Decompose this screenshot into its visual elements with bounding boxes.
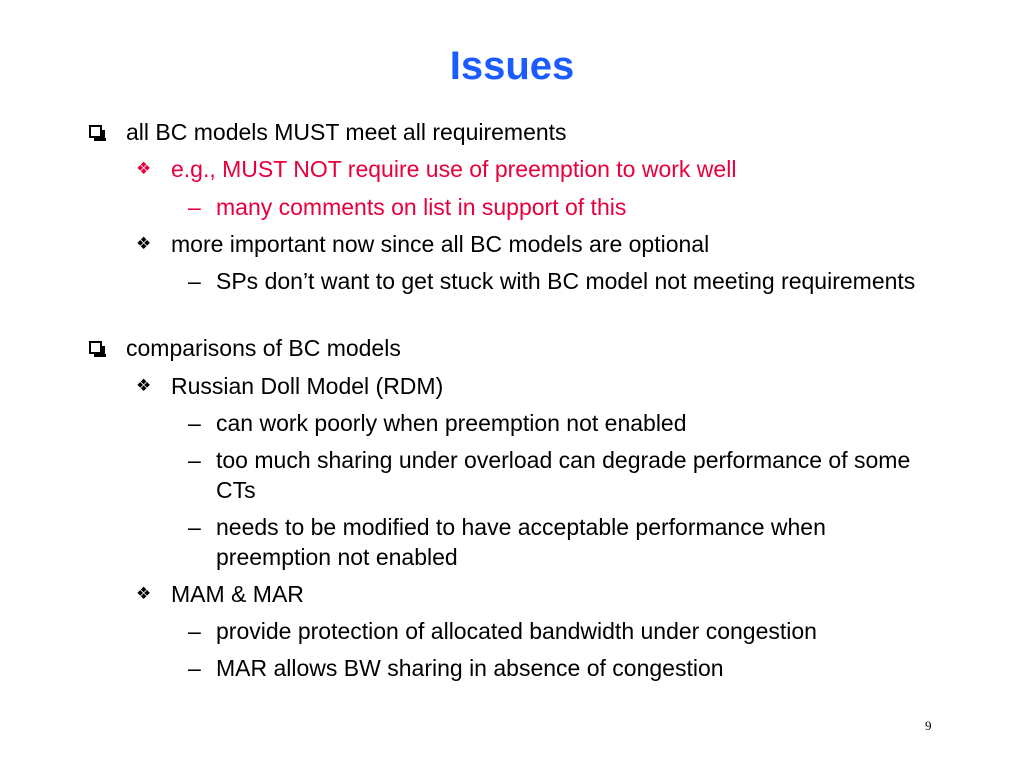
- page-number: 9: [925, 718, 932, 733]
- bullet-item: [188, 192, 938, 222]
- diamond-bullet-icon: ❖: [136, 234, 152, 254]
- diamond-bullet-icon: ❖: [136, 584, 152, 604]
- bullet-text: can work poorly when preemption not enabled: [216, 410, 687, 436]
- dash-bullet: –: [188, 655, 201, 681]
- bullet-text: more important now since all BC models are optional: [171, 231, 710, 257]
- dash-bullet: –: [188, 514, 201, 540]
- bullet-item: [188, 266, 938, 296]
- slide-title: Issues: [449, 44, 575, 88]
- bullet-text: provide protection of allocated bandwidth under congestion: [216, 618, 817, 644]
- bullet-text: needs to be modified to have acceptable performance when preemption not enabled: [216, 514, 826, 570]
- bullet-text: comparisons of BC models: [126, 335, 401, 361]
- bullet-item: [188, 445, 938, 505]
- bullet-item: [188, 512, 938, 572]
- bullet-text: MAR allows BW sharing in absence of congestion: [216, 655, 724, 681]
- dash-bullet: –: [188, 410, 201, 436]
- bullet-item: [188, 653, 938, 683]
- dash-bullet: –: [188, 268, 201, 294]
- bullet-item: [136, 154, 966, 184]
- bullet-item: [188, 616, 938, 646]
- bullet-item: [188, 408, 938, 438]
- bullet-text: MAM & MAR: [171, 581, 304, 607]
- bullet-item: [136, 229, 966, 259]
- diamond-bullet-icon: ❖: [136, 376, 152, 396]
- bullet-text: all BC models MUST meet all requirements: [126, 119, 567, 145]
- bullet-text: SPs don’t want to get stuck with BC model not meeting requirements: [216, 268, 916, 294]
- diamond-bullet-icon: ❖: [136, 159, 152, 179]
- bullet-item: [136, 579, 966, 609]
- bullet-text: many comments on list in support of this: [216, 194, 627, 220]
- dash-bullet: –: [188, 618, 201, 644]
- bullet-text: too much sharing under overload can degrade performance of some CTs: [216, 447, 911, 503]
- bullet-item: [88, 333, 968, 363]
- dash-bullet: –: [188, 194, 201, 220]
- bullet-item: [88, 117, 968, 147]
- bullet-text: Russian Doll Model (RDM): [171, 373, 444, 399]
- bullet-item: [136, 371, 966, 401]
- bullet-text: e.g., MUST NOT require use of preemption to work well: [171, 156, 737, 182]
- dash-bullet: –: [188, 447, 201, 473]
